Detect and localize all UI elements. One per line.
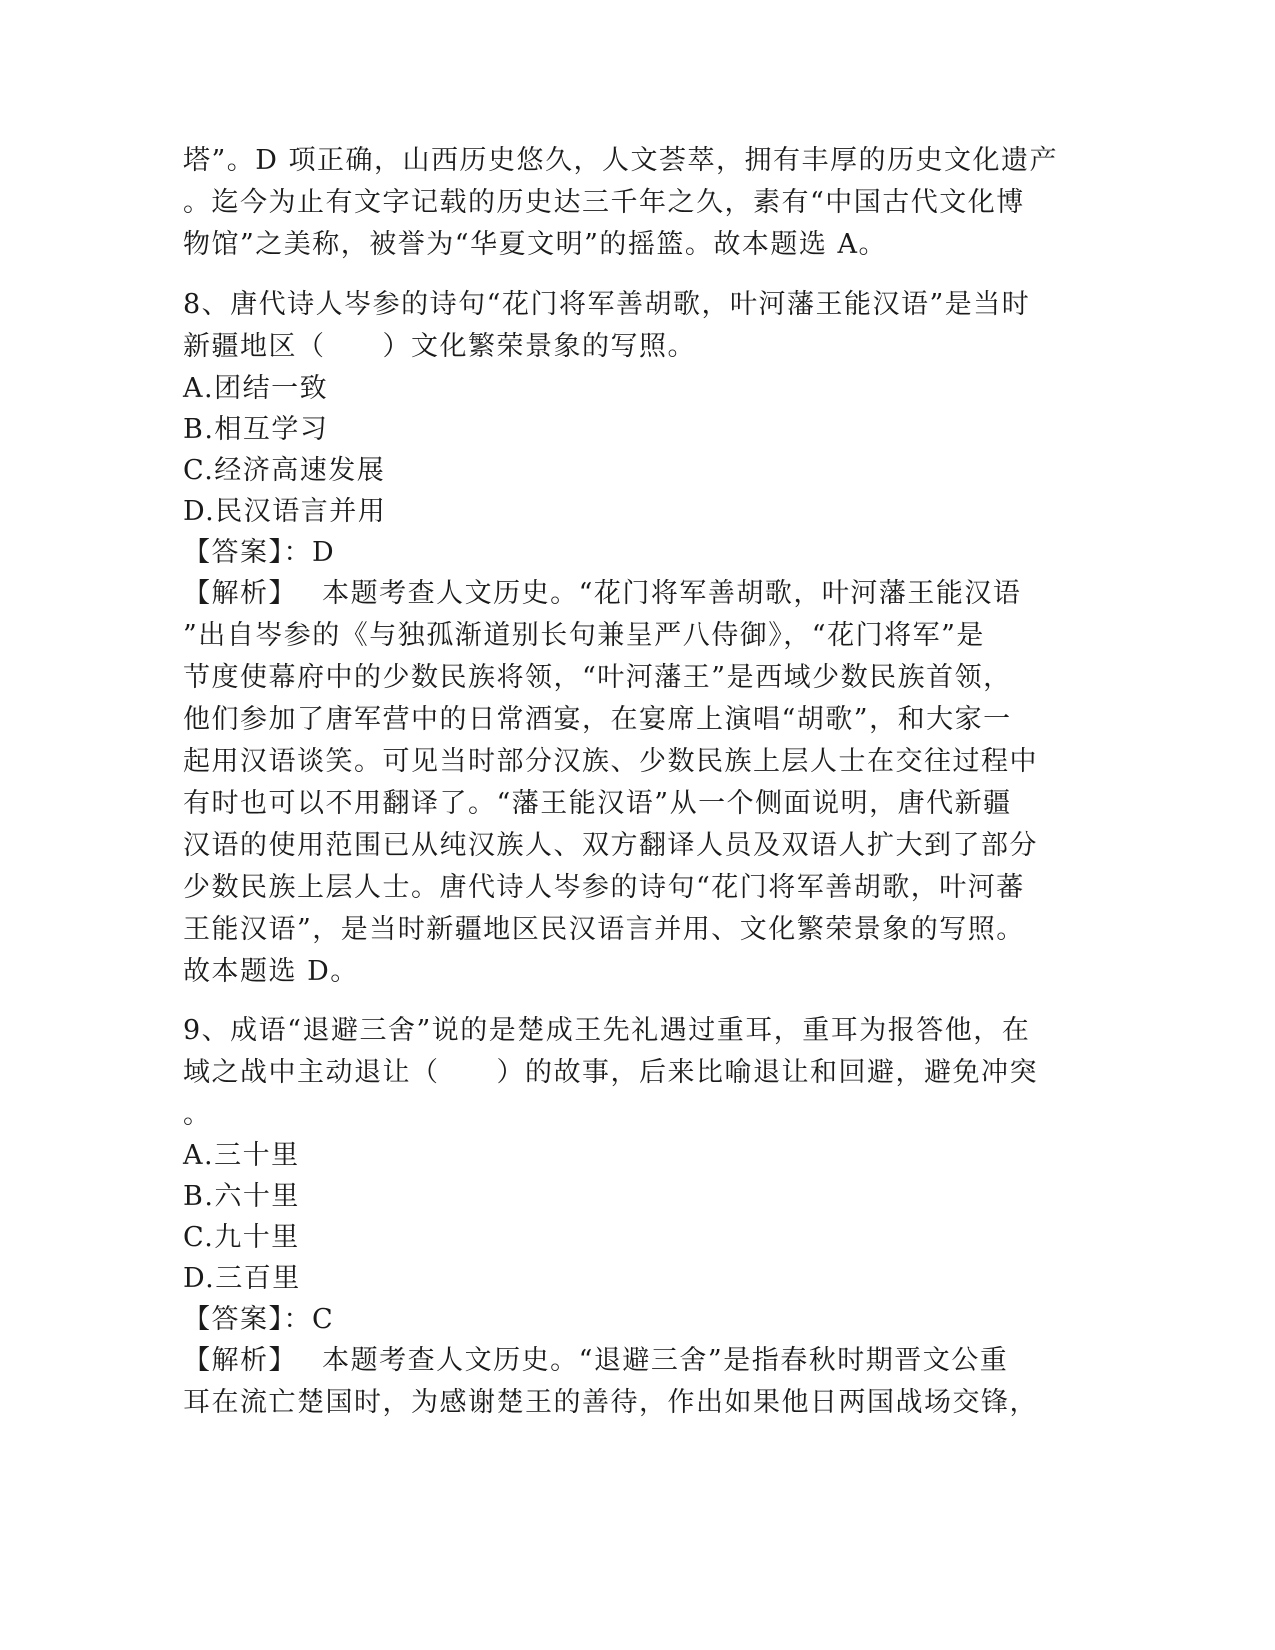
question-8-analysis: 少数民族上层人士。唐代诗人岑参的诗句“花门将军善胡歌，叶河蕃 — [183, 872, 1025, 903]
question-9-stem: 。 — [183, 1099, 212, 1130]
question-8-analysis: 起用汉语谈笑。可见当时部分汉族、少数民族上层人士在交往过程中 — [183, 746, 1038, 777]
question-9-option-b: B.六十里 — [183, 1181, 300, 1212]
question-8-analysis: ”出自岑参的《与独孤渐道别长句兼呈严八侍御》，“花门将军”是 — [183, 620, 985, 651]
question-9-option-d: D.三百里 — [183, 1263, 301, 1294]
question-8-option-a: A.团结一致 — [183, 373, 329, 404]
question-9-answer: 【答案】：C — [183, 1304, 335, 1335]
analysis-line: 塔”。D 项正确，山西历史悠久，人文荟萃，拥有丰厚的历史文化遗产 — [183, 145, 1059, 176]
question-9-analysis: 耳在流亡楚国时，为感谢楚王的善待，作出如果他日两国战场交锋， — [183, 1387, 1038, 1418]
question-8-stem: 8、唐代诗人岑参的诗句“花门将军善胡歌，叶河藩王能汉语”是当时 — [183, 289, 1031, 320]
question-9-stem: 9、成语“退避三舍”说的是楚成王先礼遇过重耳，重耳为报答他，在 — [183, 1015, 1031, 1046]
analysis-line: 物馆”之美称，被誉为“华夏文明”的摇篮。故本题选 A。 — [183, 229, 887, 260]
question-8-analysis: 他们参加了唐军营中的日常酒宴，在宴席上演唱“胡歌”，和大家一 — [183, 704, 1012, 735]
question-9-analysis: 【解析】 本题考查人文历史。“退避三舍”是指春秋时期晋文公重 — [183, 1345, 1009, 1376]
question-8-analysis: 王能汉语”，是当时新疆地区民汉语言并用、文化繁荣景象的写照。 — [183, 914, 1025, 945]
question-8-analysis: 【解析】 本题考查人文历史。“花门将军善胡歌，叶河藩王能汉语 — [183, 578, 1022, 609]
question-8-option-c: C.经济高速发展 — [183, 455, 386, 486]
question-8-option-d: D.民汉语言并用 — [183, 496, 387, 527]
question-8-analysis: 故本题选 D。 — [183, 956, 359, 987]
question-9-option-a: A.三十里 — [183, 1140, 300, 1171]
question-8-stem: 新疆地区（ ）文化繁荣景象的写照。 — [183, 331, 696, 362]
analysis-line: 。迄今为止有文字记载的历史达三千年之久，素有“中国古代文化博 — [183, 187, 1025, 218]
question-8-analysis: 有时也可以不用翻译了。“藩王能汉语”从一个侧面说明，唐代新疆 — [183, 788, 1012, 819]
question-8-analysis: 汉语的使用范围已从纯汉族人、双方翻译人员及双语人扩大到了部分 — [183, 830, 1038, 861]
question-8-analysis: 节度使幕府中的少数民族将领，“叶河藩王”是西域少数民族首领， — [183, 662, 1012, 693]
question-8-answer: 【答案】：D — [183, 537, 336, 568]
question-9-option-c: C.九十里 — [183, 1222, 300, 1253]
question-9-stem: 域之战中主动退让（ ）的故事，后来比喻退让和回避，避免冲突 — [183, 1057, 1038, 1088]
question-8-option-b: B.相互学习 — [183, 414, 329, 445]
